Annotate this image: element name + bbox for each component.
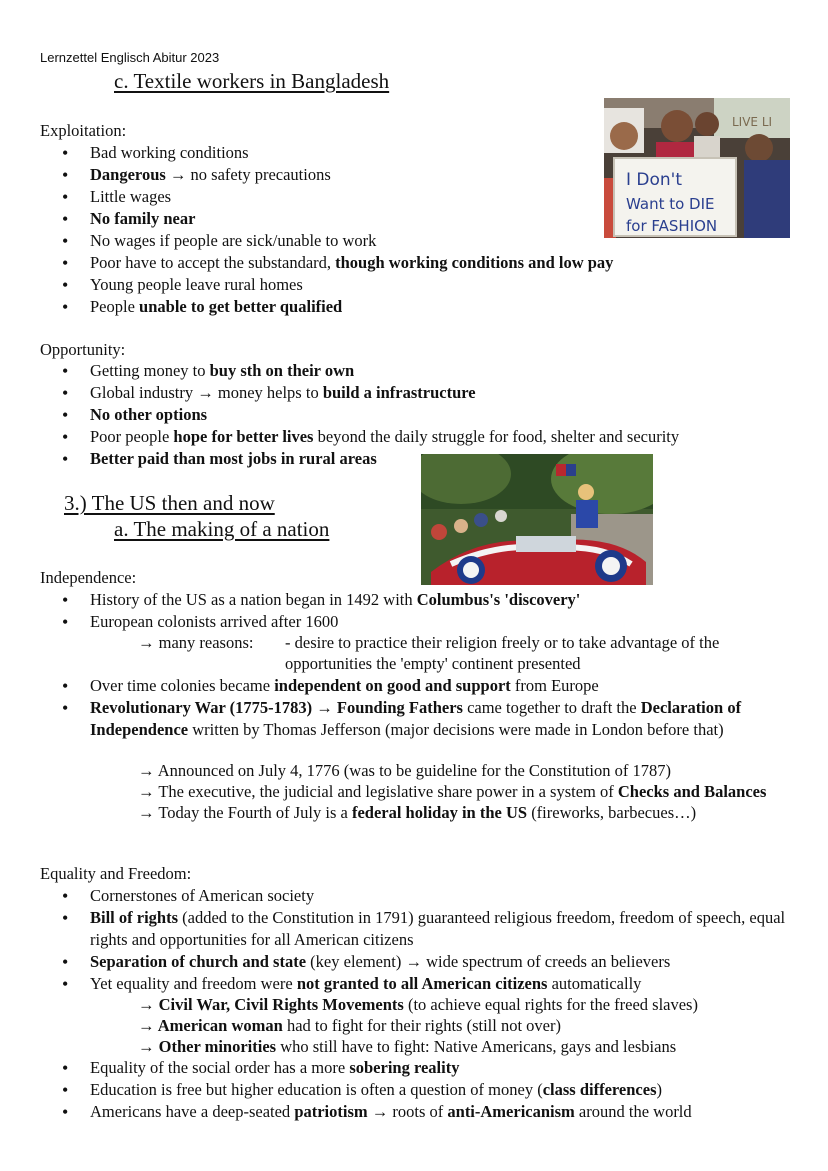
independence-label: Independence: (40, 568, 137, 587)
text: Yet equality and freedom were (90, 974, 297, 993)
list-item (40, 951, 800, 973)
list-item (40, 230, 800, 252)
section-c-title: c. Textile workers in Bangladesh (114, 69, 390, 93)
sign-line-2: Want to DIE (626, 195, 715, 213)
equality-label: Equality and Freedom: (40, 864, 192, 883)
bold-text: hope for better lives (173, 427, 314, 446)
arrow-note (138, 1036, 788, 1057)
list-item (40, 973, 800, 995)
list-item (40, 426, 810, 448)
list-item (40, 252, 800, 274)
text: from Europe (510, 676, 599, 695)
bold-text: patriotism (294, 1102, 368, 1121)
bold-text: Declaration of Independence (90, 698, 742, 739)
document-header: Lernzettel Englisch Abitur 2023 (40, 50, 220, 65)
bold-text: not granted to all American citizens (296, 974, 548, 993)
bold-text: Bill of rights (90, 908, 179, 927)
bold-text: Checks and Balances (617, 782, 767, 801)
arrow-note (138, 781, 788, 802)
list-item (40, 382, 810, 404)
bold-text: sobering reality (349, 1058, 460, 1077)
exploitation-label: Exploitation: (40, 121, 127, 140)
text: → Announced on July 4, 1776 (was to be guideline for the Constitution of 1787) (138, 761, 671, 780)
banner-text: LIVE LI (732, 115, 773, 129)
text: came together to draft the (462, 698, 641, 717)
text: Education is free but higher education is often a question of money ( (90, 1080, 543, 1099)
list-item (40, 885, 800, 907)
reasons-line-1: - desire to practice their religion freely or to take advantage of the (285, 633, 720, 652)
exploitation-list (40, 142, 800, 318)
bold-text: Revolutionary War (1775-1783) → Founding Fathers (90, 698, 463, 717)
list-item (40, 142, 800, 164)
text: automatically (547, 974, 642, 993)
list-item (40, 186, 800, 208)
list-item (40, 296, 800, 318)
list-item (40, 1057, 800, 1079)
text: around the world (574, 1102, 692, 1121)
text: had to fight for their rights (still not over) (282, 1016, 561, 1035)
bold-text: Dangerous (90, 165, 166, 184)
bold-text: → Other minorities (138, 1037, 277, 1056)
bold-text: buy sth on their own (209, 361, 355, 380)
list-item (40, 611, 800, 633)
text: → Today the Fourth of July is a (138, 803, 352, 822)
list-item (40, 274, 800, 296)
section-3-title: 3.) The US then and now (64, 491, 275, 515)
reasons-line-2: opportunities the 'empty' continent presented (285, 654, 581, 673)
text: Young people leave rural homes (90, 275, 303, 294)
text: written by Thomas Jefferson (major decisions were made in London before that) (188, 720, 724, 739)
bold-text: anti-Americanism (447, 1102, 575, 1121)
text: Poor people (90, 427, 174, 446)
list-item (40, 164, 800, 186)
list-item (40, 675, 790, 697)
text: Getting money to (90, 361, 210, 380)
text: Americans have a deep-seated (90, 1102, 295, 1121)
independence-list-b (40, 675, 790, 741)
bold-text: build a infrastructure (322, 383, 476, 402)
text: who still have to fight: Native Americans, gays and lesbians (276, 1037, 677, 1056)
equality-list-b (40, 1057, 800, 1123)
arrow-note (138, 1015, 788, 1036)
bold-text: Columbus's 'discovery' (416, 590, 581, 609)
arrow-note (138, 994, 788, 1015)
text: History of the US as a nation began in 1492 with (90, 590, 417, 609)
text: Little wages (90, 187, 172, 206)
list-item (40, 404, 810, 426)
bold-text: though working conditions and low pay (335, 253, 614, 272)
text: → no safety precautions (165, 165, 331, 184)
bold-text: unable to get better qualified (139, 297, 343, 316)
equality-list-a (40, 885, 800, 995)
bold-text: No family near (90, 209, 196, 228)
bold-text: No other options (90, 405, 208, 424)
list-item (40, 1079, 800, 1101)
text: Cornerstones of American society (90, 886, 315, 905)
bold-text: Separation of church and state (90, 952, 307, 971)
list-item (40, 360, 810, 382)
parade-photo (421, 454, 653, 585)
text: → The executive, the judicial and legislative share power in a system of (138, 782, 618, 801)
equality-arrow-notes (138, 994, 788, 1057)
sign-line-1: I Don't (626, 170, 683, 190)
list-item (40, 1101, 800, 1123)
list-item (40, 208, 800, 230)
text: → roots of (367, 1102, 448, 1121)
text: Global industry → money helps to (90, 383, 323, 402)
text: People (90, 297, 140, 316)
text: Over time colonies became (90, 676, 275, 695)
text: European colonists arrived after 1600 (90, 612, 339, 631)
bold-text: independent on good and support (274, 676, 511, 695)
text: No wages if people are sick/unable to work (90, 231, 377, 250)
bold-text: Better paid than most jobs in rural areas (90, 449, 377, 468)
text: Poor have to accept the substandard, (90, 253, 336, 272)
bold-text: class differences (542, 1080, 657, 1099)
sign-line-3: for FASHION (626, 217, 718, 235)
text: ) (656, 1080, 662, 1099)
list-item (40, 589, 800, 611)
independence-arrow-notes (138, 760, 788, 823)
opportunity-label: Opportunity: (40, 340, 126, 359)
list-item (40, 697, 790, 741)
section-3a-title: a. The making of a nation (114, 517, 330, 541)
arrow-note (138, 760, 788, 781)
text: Equality of the social order has a more (90, 1058, 350, 1077)
bold-text: → Civil War, Civil Rights Movements (138, 995, 404, 1014)
independence-list-a (40, 589, 800, 633)
arrow-note (138, 802, 788, 823)
bold-text: → American woman (138, 1016, 283, 1035)
text: (to achieve equal rights for the freed slaves) (403, 995, 698, 1014)
text: beyond the daily struggle for food, shelter and security (313, 427, 680, 446)
text: (key element) → wide spectrum of creeds an believers (306, 952, 671, 971)
text: (fireworks, barbecues…) (527, 803, 697, 822)
bold-text: federal holiday in the US (351, 803, 528, 822)
list-item (40, 907, 800, 951)
text: Bad working conditions (90, 143, 249, 162)
reasons-lead: → many reasons: (138, 633, 254, 652)
text: (added to the Constitution in 1791) guaranteed religious freedom, freedom of speech, equal rights and opportunities for all American citizens (90, 908, 786, 949)
